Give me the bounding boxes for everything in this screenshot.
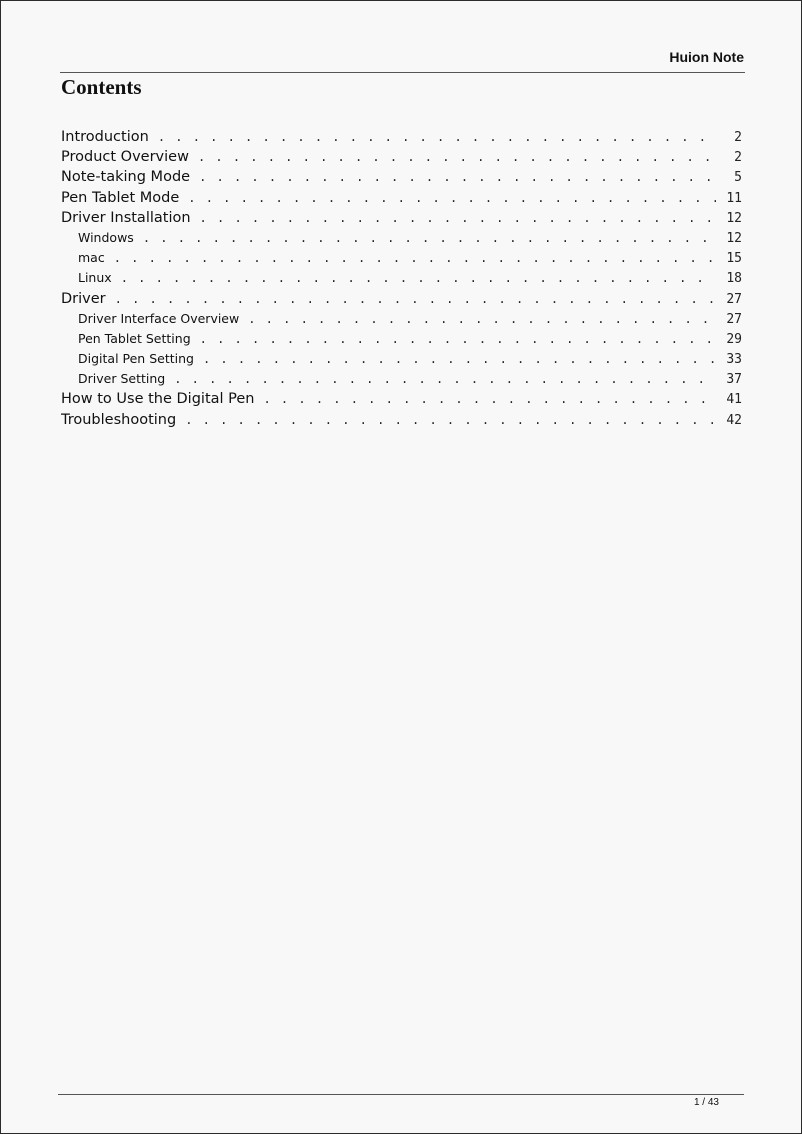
- toc-entry[interactable]: [61, 208, 742, 228]
- toc-entry[interactable]: [61, 309, 742, 329]
- toc-entry-label: Driver Setting: [78, 371, 166, 387]
- toc-entry-label: Pen Tablet Mode: [61, 189, 180, 206]
- toc-entry-page-number: 2: [734, 150, 742, 166]
- toc-entry[interactable]: [61, 410, 742, 430]
- toc-entry-page-number: 11: [726, 190, 742, 206]
- toc-dot-leader: [185, 410, 716, 430]
- footer-divider: [58, 1094, 744, 1095]
- toc-entry-label: Note-taking Mode: [61, 169, 191, 186]
- toc-entry[interactable]: [61, 349, 742, 369]
- toc-entry-page-number: 41: [726, 392, 742, 408]
- toc-entry-label: Linux: [78, 270, 112, 286]
- toc-entry[interactable]: [61, 389, 742, 409]
- contents-heading: Contents: [61, 75, 142, 99]
- toc-entry-page-number: 5: [734, 170, 742, 186]
- toc-dot-leader: [200, 329, 716, 349]
- toc-entry[interactable]: [61, 228, 742, 248]
- toc-dot-leader: [114, 248, 716, 268]
- toc-entry-page-number: 12: [726, 210, 742, 226]
- toc-entry-page-number: 33: [726, 352, 742, 368]
- toc-dot-leader: [203, 349, 716, 369]
- toc-entry-page-number: 27: [726, 311, 742, 327]
- toc-entry-label: Windows: [78, 229, 134, 245]
- toc-entry-label: Digital Pen Setting: [78, 351, 194, 367]
- page-indicator: 1 / 43: [693, 1097, 719, 1108]
- toc-entry-page-number: 15: [726, 251, 742, 267]
- toc-entry[interactable]: [61, 369, 742, 389]
- toc-entry-page-number: 27: [726, 291, 742, 307]
- header-title: Huion Note: [669, 49, 744, 65]
- toc-entry-label: Driver Interface Overview: [78, 310, 240, 326]
- toc-entry-label: How to Use the Digital Pen: [61, 391, 255, 408]
- toc-entry[interactable]: [61, 188, 742, 208]
- toc-entry-label: Driver Installation: [61, 209, 191, 226]
- toc-entry[interactable]: [61, 289, 742, 309]
- toc-entry-page-number: 37: [726, 372, 742, 388]
- toc-entry-page-number: 42: [726, 412, 742, 428]
- toc-dot-leader: [158, 127, 716, 147]
- toc-dot-leader: [198, 147, 716, 167]
- toc-entry[interactable]: [61, 127, 742, 147]
- toc-entry-label: Pen Tablet Setting: [78, 330, 191, 346]
- toc-entry-page-number: 18: [726, 271, 742, 287]
- toc-dot-leader: [115, 289, 716, 309]
- toc-entry[interactable]: [61, 329, 742, 349]
- toc-entry-page-number: 12: [726, 230, 742, 246]
- toc-entry[interactable]: [61, 248, 742, 268]
- toc-entry-page-number: 29: [726, 331, 742, 347]
- table-of-contents: [61, 127, 742, 430]
- toc-dot-leader: [263, 389, 716, 409]
- toc-entry-label: mac: [78, 250, 105, 266]
- toc-entry[interactable]: [61, 147, 742, 167]
- toc-dot-leader: [121, 268, 716, 288]
- toc-dot-leader: [143, 228, 716, 248]
- toc-dot-leader: [174, 369, 716, 389]
- toc-entry[interactable]: [61, 167, 742, 187]
- toc-entry-page-number: 2: [734, 130, 742, 145]
- toc-dot-leader: [248, 309, 716, 329]
- toc-dot-leader: [199, 167, 716, 187]
- toc-dot-leader: [188, 188, 716, 208]
- header-divider: [60, 72, 745, 73]
- toc-entry[interactable]: [61, 268, 742, 288]
- toc-entry-label: Troubleshooting: [61, 411, 177, 428]
- toc-entry-label: Driver: [61, 290, 106, 307]
- toc-entry-label: Introduction: [61, 129, 149, 145]
- toc-dot-leader: [200, 208, 716, 228]
- toc-entry-label: Product Overview: [61, 149, 189, 166]
